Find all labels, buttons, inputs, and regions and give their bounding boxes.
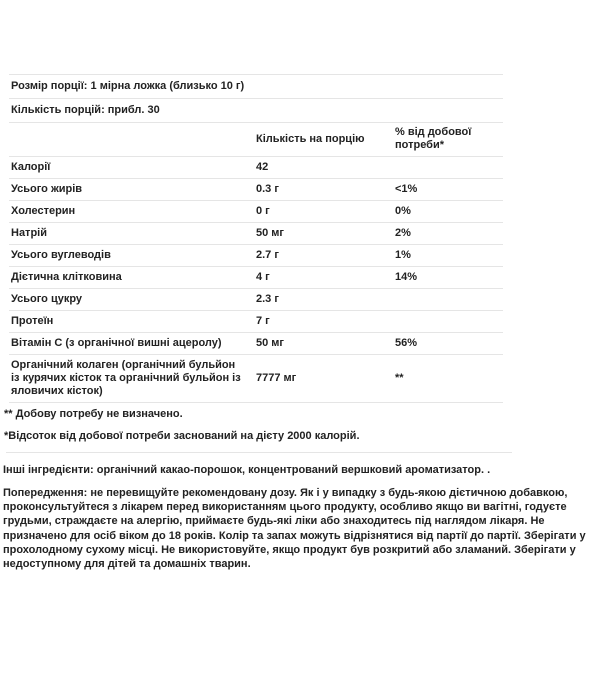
nutrient-dv: ** xyxy=(395,372,404,384)
nutrient-amount: 2.3 г xyxy=(256,293,279,305)
warning-text: Попередження: не перевищуйте рекомендовану дозу. Як і у випадку з будь-якою дієтичною добавкою, проконсультуйтеся з лікарем перед використанням цього продукту, особливо якщо ви вагітні, годуєте грудьми, страждаєте на алергію, приймаєте будь-які ліки або знаходитесь під наглядом лікаря. Не призначено для осіб віком до 18 років. Колір та запах можуть відрізнятися від партії до партії. Зберігати у прохолодному сухому місці. Не використовуйте, якщо продукт був розкритий або зламаний. Зберігати у недоступному для дітей та домашніх тварин. xyxy=(3,487,586,571)
servings-per-container-text: Кількість порцій: прибл. 30 xyxy=(11,104,160,116)
nutrient-name: Усього жирів xyxy=(11,183,83,195)
table-bottom-divider xyxy=(9,402,503,403)
table-row-cholesterol xyxy=(9,200,503,222)
nutrient-amount: 0.3 г xyxy=(256,183,279,195)
other-ingredients-text: Інші інгредієнти: органічний какао-порошок, концентрований вершковий ароматизатор. . xyxy=(3,464,491,476)
nutrient-amount: 0 г xyxy=(256,205,270,217)
nutrient-name: Усього вуглеводів xyxy=(11,249,111,261)
nutrition-label xyxy=(0,74,600,674)
nutrient-amount: 4 г xyxy=(256,271,270,283)
serving-size-text: Розмір порції: 1 мірна ложка (близько 10 г) xyxy=(11,80,245,92)
footnote-percent-basis: *Відсоток від добової потреби заснований на дієту 2000 калорій. xyxy=(4,430,360,442)
supplement-facts-table xyxy=(9,74,503,403)
nutrient-name: Холестерин xyxy=(11,205,76,217)
table-row-total-fat xyxy=(9,178,503,200)
nutrient-name: Протеїн xyxy=(11,315,54,327)
nutrient-name: Вітамін C (з органічної вишні ацеролу) xyxy=(11,337,222,349)
table-row-dietary-fiber xyxy=(9,266,503,288)
nutrient-name: Органічний колаген (органічний бульйон із курячих кісток та органічний бульйон із яловичих кісток) xyxy=(11,359,241,397)
nutrient-dv: 1% xyxy=(395,249,411,261)
nutrient-amount: 50 мг xyxy=(256,227,285,239)
footnote-daily-value-not-established: ** Добову потребу не визначено. xyxy=(4,408,183,420)
nutrient-amount: 7 г xyxy=(256,315,270,327)
section-divider xyxy=(6,452,512,453)
nutrient-name: Калорії xyxy=(11,161,51,173)
header-daily-value: % від добової потреби* xyxy=(395,126,472,151)
nutrient-amount: 2.7 г xyxy=(256,249,279,261)
table-row-total-carbs xyxy=(9,244,503,266)
table-row-sodium xyxy=(9,222,503,244)
serving-size-row xyxy=(9,74,503,98)
header-amount-per-serving: Кількість на порцію xyxy=(256,132,365,145)
nutrient-dv: 2% xyxy=(395,227,411,239)
table-row-protein xyxy=(9,310,503,332)
nutrient-name: Усього цукру xyxy=(11,293,83,305)
table-row-total-sugars xyxy=(9,288,503,310)
nutrient-amount: 50 мг xyxy=(256,337,285,349)
nutrient-name: Натрій xyxy=(11,227,47,239)
nutrient-dv: <1% xyxy=(395,183,418,195)
nutrient-dv: 0% xyxy=(395,205,411,217)
table-row-organic-collagen xyxy=(9,354,503,402)
nutrient-amount: 42 xyxy=(256,161,269,173)
nutrient-amount: 7777 мг xyxy=(256,372,297,384)
table-header-row xyxy=(9,122,503,156)
nutrient-dv: 14% xyxy=(395,271,418,283)
nutrient-dv: 56% xyxy=(395,337,418,349)
table-row-vitamin-c xyxy=(9,332,503,354)
footnotes xyxy=(4,408,600,443)
nutrient-name: Дієтична клітковина xyxy=(11,271,122,283)
servings-per-container-row xyxy=(9,98,503,122)
table-row-calories xyxy=(9,156,503,178)
